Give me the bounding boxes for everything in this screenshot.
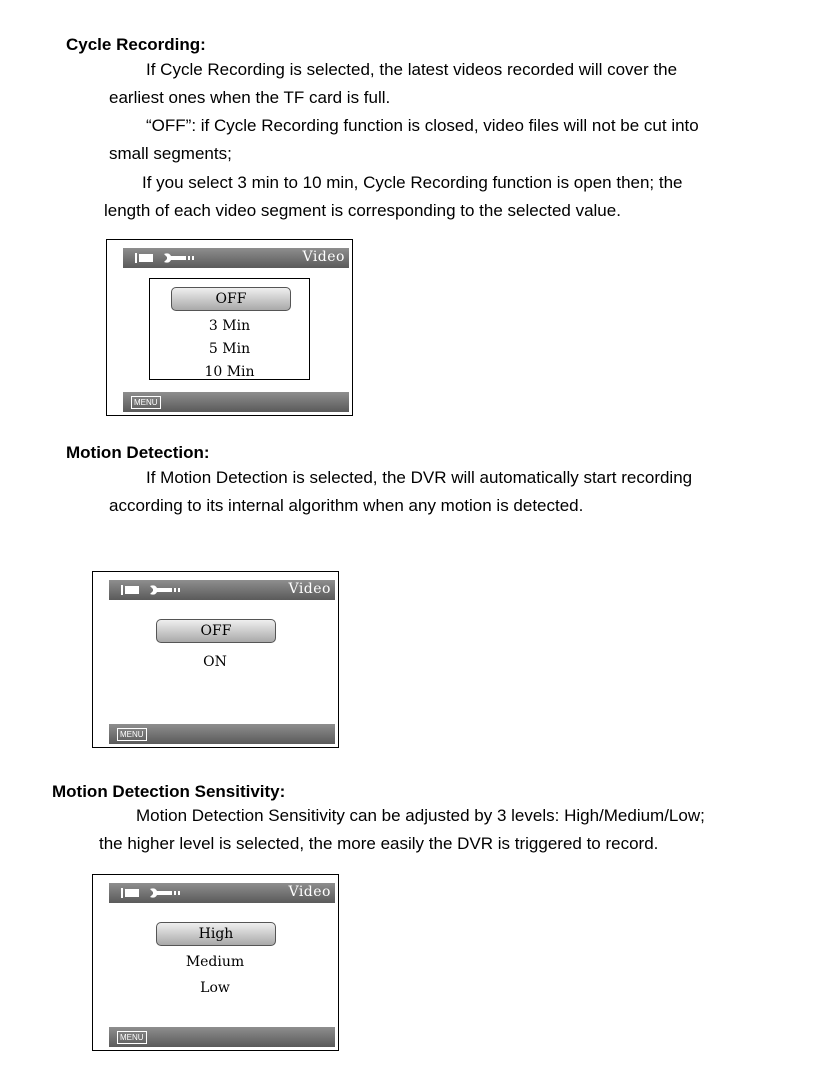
screen-bottom-bar	[109, 1027, 335, 1047]
cycle-line-2: earliest ones when the TF card is full.	[109, 88, 391, 107]
option-on[interactable]: ON	[203, 654, 227, 670]
cycle-line-4: small segments;	[109, 144, 232, 163]
video-camera-icon	[121, 585, 139, 595]
sensitivity-screen	[92, 874, 339, 1051]
menu-button[interactable]: MENU	[117, 728, 147, 741]
sensitivity-line-2: the higher level is selected, the more easily the DVR is triggered to record.	[99, 834, 659, 853]
wrench-icon	[150, 585, 182, 595]
menu-button[interactable]: MENU	[131, 396, 161, 409]
motion-line-1: If Motion Detection is selected, the DVR will automatically start recording	[146, 468, 693, 487]
screen-bottom-bar	[109, 724, 335, 744]
sensitivity-heading: Motion Detection Sensitivity:	[52, 782, 286, 801]
cycle-line-6: length of each video segment is corresponding to the selected value.	[104, 201, 621, 220]
screen-title-bar	[123, 248, 349, 268]
option-3-min[interactable]: 3 Min	[208, 318, 251, 334]
cycle-recording-screen	[106, 239, 353, 416]
cycle-recording-heading: Cycle Recording:	[66, 35, 206, 54]
option-5-min[interactable]: 5 Min	[208, 341, 251, 357]
option-low[interactable]: Low	[200, 980, 230, 996]
options-list	[149, 278, 310, 380]
screen-title-bar	[109, 580, 335, 600]
screen-title: Video	[288, 581, 331, 597]
motion-detection-screen	[92, 571, 339, 748]
cycle-line-3: “OFF”: if Cycle Recording function is closed, video files will not be cut into	[146, 116, 699, 135]
screen-title: Video	[302, 249, 345, 265]
video-camera-icon	[121, 888, 139, 898]
wrench-icon	[164, 253, 196, 263]
option-high-selected[interactable]: High	[156, 922, 276, 946]
option-off-selected[interactable]: OFF	[171, 287, 291, 311]
option-10-min[interactable]: 10 Min	[204, 364, 255, 380]
screen-bottom-bar	[123, 392, 349, 412]
wrench-icon	[150, 888, 182, 898]
option-off-selected[interactable]: OFF	[156, 619, 276, 643]
cycle-line-5: If you select 3 min to 10 min, Cycle Recording function is open then; the	[142, 173, 683, 192]
option-medium[interactable]: Medium	[185, 954, 245, 970]
sensitivity-line-1: Motion Detection Sensitivity can be adjusted by 3 levels: High/Medium/Low;	[136, 806, 705, 825]
video-camera-icon	[135, 253, 153, 263]
menu-button[interactable]: MENU	[117, 1031, 147, 1044]
screen-title: Video	[288, 884, 331, 900]
cycle-line-1: If Cycle Recording is selected, the latest videos recorded will cover the	[146, 60, 678, 79]
motion-detection-heading: Motion Detection:	[66, 443, 210, 462]
motion-line-2: according to its internal algorithm when any motion is detected.	[109, 496, 584, 515]
screen-title-bar	[109, 883, 335, 903]
